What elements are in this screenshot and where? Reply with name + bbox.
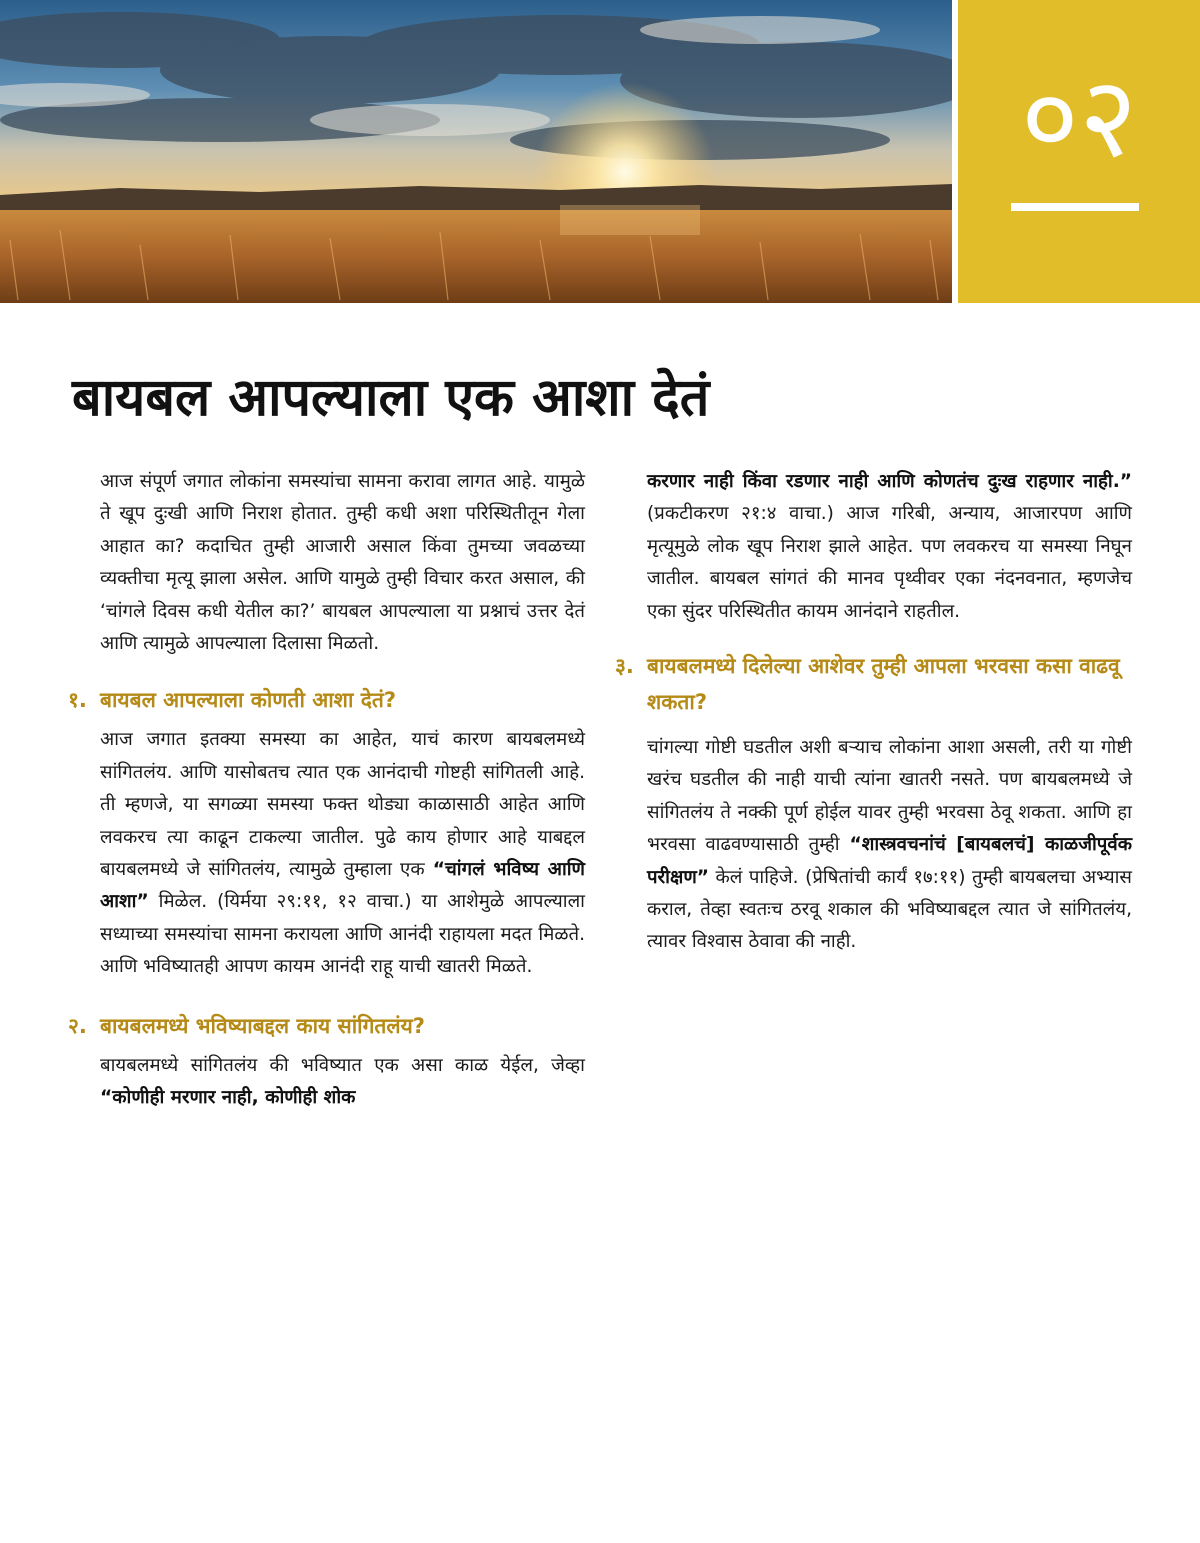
question-1-number: १.	[68, 688, 87, 713]
answer-2-quote-part1: “कोणीही मरणार नाही, कोणीही शोक	[100, 1087, 356, 1109]
intro-paragraph: आज संपूर्ण जगात लोकांना समस्यांचा सामना करावा लागत आहे. यामुळे ते खूप दुःखी आणि निराश होतात. तुम्ही कधी अशा परिस्थितीतून गेला आहात का? कदाचित तुम्ही आजारी असाल किंवा तुमच्या जवळच्या व्यक्तीचा मृत्यू झाला असेल. आणि यामुळे तुम्ही विचार करत असाल, की ‘चांगले दिवस कधी येतील का?’ बायबल आपल्याला या प्रश्नाचं उत्तर देतं आणि त्यामुळे आपल्याला दिलासा मिळतो.	[100, 471, 585, 655]
question-2-number: २.	[68, 1013, 87, 1038]
question-1-heading	[68, 682, 585, 718]
answer-3-text-a: चांगल्या गोष्टी घडतील अशी बऱ्याच लोकांना आशा असली, तरी या गोष्टी खरंच घडतील की नाही याची त्यांना खातरी नसते. पण बायबलमध्ये जे सांगितलंय ते नक्की पूर्ण होईल यावर तुम्ही भरवसा ठेवू शकता. आणि हा भरवसा वाढवण्यासाठी तुम्ही	[647, 737, 1132, 856]
right-column	[615, 466, 1132, 959]
lesson-number-underline	[1011, 203, 1139, 211]
answer-3-quote: “शास्त्रवचनांचं [बायबलचं] काळजीपूर्वक परीक्षण”	[647, 834, 1132, 888]
answer-2-text-b: (प्रकटीकरण २१:४ वाचा.) आज गरिबी, अन्याय, आजारपण आणि मृत्यूमुळे लोक खूप निराश झाले आहेत. पण लवकरच या समस्या निघून जातील. बायबल सांगतं की मानव पृथ्वीवर एका नंदनवनात, म्हणजेच एका सुंदर परिस्थितीत कायम आनंदाने राहतील.	[647, 503, 1132, 622]
lesson-number: ०२	[1020, 53, 1138, 183]
answer-3-paragraph	[647, 732, 1132, 959]
question-3-number: ३.	[615, 654, 634, 679]
answer-3-text-b: केलं पाहिजे. (प्रेषितांची कार्यं १७:११) तुम्ही बायबलचा अभ्यास कराल, तेव्हा स्वतःच ठरवू शकाल की भविष्याबद्दल त्यात जे सांगितलंय, त्यावर विश्वास ठेवावा की नाही.	[647, 866, 1132, 953]
question-1-text: बायबल आपल्याला कोणती आशा देतं?	[100, 688, 397, 713]
answer-1-quote: “चांगलं भविष्य आणि आशा”	[100, 859, 585, 913]
answer-1-text-b: मिळेल. (यिर्मया २९:११, १२ वाचा.) या आशेमुळे आपल्याला सध्याच्या समस्यांचा सामना करायला आणि आनंदी राहायला मदत मिळते. आणि भविष्यातही आपण कायम आनंदी राहू याची खातरी मिळते.	[100, 891, 585, 978]
answer-2-paragraph-start	[100, 1050, 585, 1115]
question-3-text: बायबलमध्ये दिलेल्या आशेवर तुम्ही आपला भरवसा कसा वाढवू शकता?	[647, 654, 1120, 715]
lesson-number-box	[958, 0, 1200, 303]
question-2-heading	[68, 1008, 585, 1044]
page-title: बायबल आपल्याला एक आशा देतं	[72, 368, 710, 428]
answer-1-text-a: आज जगात इतक्या समस्या का आहेत, याचं कारण बायबलमध्ये सांगितलंय. आणि यासोबतच त्यात एक आनंदाची गोष्टही सांगितली आहे. ती म्हणजे, या सगळ्या समस्या फक्त थोड्या काळासाठी आहेत आणि लवकरच त्या काढून टाकल्या जातील. पुढे काय होणार आहे याबद्दल बायबलमध्ये जे सांगितलंय, त्यामुळे तुम्हाला एक	[100, 729, 585, 881]
answer-2-paragraph-continued	[647, 466, 1132, 628]
answer-2-quote-part2: करणार नाही किंवा रडणार नाही आणि कोणतंच दुःख राहणार नाही.”	[647, 471, 1132, 492]
answer-1-paragraph	[100, 724, 585, 983]
answer-2-text-a: बायबलमध्ये सांगितलंय की भविष्यात एक असा काळ येईल, जेव्हा	[100, 1054, 585, 1076]
question-3-heading	[615, 648, 1132, 720]
question-2-text: बायबलमध्ये भविष्याबद्दल काय सांगितलंय?	[100, 1013, 425, 1038]
hero-image	[0, 0, 952, 303]
left-column	[68, 466, 585, 1115]
